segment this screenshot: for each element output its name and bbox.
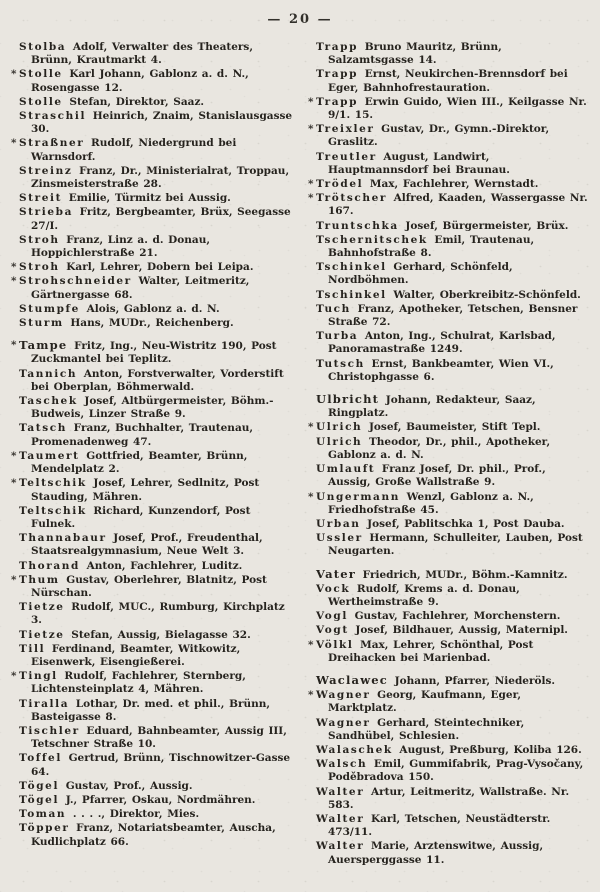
entry-surname: Sturm [19, 317, 64, 330]
entry-details: Walter, Oberkreibitz-Schönfeld. [388, 288, 581, 301]
star-marker: * [308, 178, 314, 191]
entry-surname: Walter [316, 785, 365, 798]
entry-details: Johann, Pfarrer, Niederöls. [390, 674, 556, 687]
entry-details: Emilie, Türmitz bei Aussig. [64, 192, 231, 205]
directory-entry [307, 220, 590, 233]
entry-details: Josef, Lehrer, Sedlnitz, Post Stauding, Mähren. [31, 477, 260, 503]
entry-details: Gustav, Fachlehrer, Morchenstern. [349, 610, 561, 623]
entry-details: Gertrud, Brünn, Tischnowitzer-Gasse 64. [31, 752, 291, 778]
directory-entry [307, 234, 590, 260]
directory-entry [10, 275, 293, 301]
entry-details: Max, Lehrer, Schönthal, Post Dreihacken bei Marienbad. [328, 638, 534, 664]
entry-surname: Ulrich [316, 435, 363, 448]
entry-details: Franz, Dr., Ministerialrat, Troppau, Zinsmeisterstraße 28. [31, 164, 290, 191]
entry-details: Gustav, Dr., Gymn.-Direktor, Graslitz. [328, 123, 550, 149]
entry-details: Josef, Bildhauer, Aussig, Maternipl. [350, 624, 568, 637]
entry-surname: Trötscher [316, 192, 387, 205]
entry-details: Ernst, Neukirchen-Brennsdorf bei Eger, Bahnhofrestauration. [328, 68, 568, 94]
directory-entry [10, 780, 293, 793]
directory-entry [10, 629, 293, 642]
directory-entry [307, 436, 590, 462]
directory-entry [10, 68, 293, 94]
star-marker: * [11, 449, 17, 462]
entry-details: . . . ., Direktor, Mies. [68, 808, 200, 821]
directory-entry [307, 491, 590, 517]
directory-entry [10, 808, 293, 821]
entry-details: Heinrich, Znaim, Stanislausgasse 30. [31, 110, 293, 136]
entry-surname: Walter [316, 840, 365, 853]
entry-surname: Tschinkel [316, 288, 387, 301]
directory-entry [10, 317, 293, 330]
entry-details: Erwin Guido, Wien III., Keilgasse Nr. 9/1. 15. [328, 95, 587, 122]
entry-surname: Taschek [19, 395, 78, 408]
directory-entry [307, 717, 590, 743]
entry-surname: Stroh [19, 233, 60, 246]
directory-entry [307, 639, 590, 665]
entry-surname: Toman [19, 808, 67, 821]
directory-entry [307, 192, 590, 218]
entry-surname: Straßner [19, 137, 85, 150]
entry-details: Rudolf, MUC., Rumburg, Kirchplatz 3. [31, 601, 285, 627]
entry-surname: Tannich [19, 367, 78, 380]
directory-entry [10, 110, 293, 136]
directory-entry [10, 422, 293, 448]
entry-surname: Waclawec [316, 672, 389, 687]
entry-details: Karl, Tetschen, Neustädterstr. 473/11. [328, 812, 551, 839]
entry-details: Emil, Trautenau, Bahnhofstraße 8. [328, 233, 535, 260]
entry-surname: Vogt [316, 624, 349, 637]
entry-surname: Walsch [316, 758, 368, 771]
directory-entry [10, 505, 293, 531]
directory-entry [307, 463, 590, 489]
entry-details: Karl, Lehrer, Dobern bei Leipa. [61, 261, 254, 274]
directory-entry [307, 421, 590, 434]
entry-surname: Töpper [19, 822, 70, 835]
directory-entry [10, 477, 293, 503]
directory-entry [307, 151, 590, 177]
entry-surname: Teltschik [19, 504, 87, 517]
entry-details: Josef, Prof., Freudenthal, Staatsrealgymnasium, Neue Welt 3. [31, 532, 263, 558]
star-marker: * [308, 638, 314, 651]
directory-entry [307, 178, 590, 191]
entry-details: Ferdinand, Beamter, Witkowitz, Eisenwerk, Eisengießerei. [31, 642, 241, 668]
entry-details: Max, Fachlehrer, Wernstadt. [365, 178, 539, 191]
entry-surname: Wagner [316, 689, 371, 702]
directory-entry [307, 330, 590, 356]
star-marker: * [11, 261, 17, 274]
directory-entry [307, 123, 590, 149]
directory-entry [307, 840, 590, 866]
entry-surname: Tampe [19, 338, 68, 353]
directory-entry [307, 261, 590, 287]
entry-details: J., Pfarrer, Oskau, Nordmähren. [61, 793, 256, 806]
directory-entry [307, 758, 590, 784]
directory-entry [10, 261, 293, 274]
directory-entry [307, 813, 590, 839]
directory-entry [307, 358, 590, 384]
directory-entry [307, 96, 590, 122]
entry-details: Emil, Gummifabrik, Prag-Vysočany, Poděbradova 150. [328, 758, 584, 784]
entry-surname: Thum [19, 573, 60, 586]
entry-surname: Turba [316, 330, 359, 343]
entry-details: Stefan, Aussig, Bielagasse 32. [66, 628, 251, 641]
directory-entry [307, 41, 590, 67]
directory-entry [10, 560, 293, 573]
entry-details: Alois, Gablonz a. d. N. [81, 302, 220, 315]
entry-surname: Ulrich [316, 421, 363, 434]
directory-entry [10, 234, 293, 260]
entry-details: Josef, Altbürgermeister, Böhm.-Budweis, Linzer Straße 9. [31, 395, 274, 421]
directory-entry [10, 450, 293, 476]
directory-entry [10, 192, 293, 205]
entry-details: Rudolf, Niedergrund bei Warnsdorf. [31, 137, 237, 163]
entry-surname: Stroh [19, 261, 60, 274]
entry-surname: Toffel [19, 752, 62, 765]
entry-surname: Vock [316, 582, 351, 595]
entry-details: Gustav, Prof., Aussig. [61, 779, 193, 792]
entry-surname: Till [19, 642, 46, 655]
star-marker: * [11, 68, 17, 81]
entry-surname: Stumpfe [19, 302, 80, 315]
entry-surname: Tietze [19, 601, 65, 614]
entry-details: Marie, Arztenswitwe, Aussig, Auersperggasse 11. [328, 840, 544, 866]
entry-details: Josef, Bürgermeister, Brüx. [400, 219, 569, 232]
entry-surname: Vogl [316, 610, 348, 623]
entry-surname: Strieba [19, 206, 73, 219]
entry-surname: Tögel [19, 793, 60, 806]
entry-details: Fritz, Ing., Neu-Wistritz 190, Post Zuckmantel bei Teplitz. [31, 340, 277, 366]
entry-details: Gerhard, Steintechniker, Sandhübel, Schlesien. [328, 716, 525, 742]
directory-entry [10, 725, 293, 751]
entry-details: Franz, Notariatsbeamter, Auscha, Kudlichplatz 66. [31, 822, 276, 848]
entry-details: Adolf, Verwalter des Theaters, Brünn, Krautmarkt 4. [31, 41, 253, 67]
directory-entry [10, 41, 293, 67]
entry-surname: Tuch [316, 302, 351, 315]
entry-details: Eduard, Bahnbeamter, Aussig III, Tetschner Straße 10. [31, 724, 287, 751]
entry-details: Franz, Apotheker, Tetschen, Bensner Straße 72. [328, 302, 578, 329]
entry-details: Josef, Pablitschka 1, Post Dauba. [362, 517, 565, 530]
entry-details: Walter, Leitmeritz, Gärtnergasse 68. [31, 275, 250, 301]
entry-details: Richard, Kunzendorf, Post Fulnek. [31, 504, 251, 530]
entry-details: Bruno Mauritz, Brünn, Salzamtsgasse 14. [328, 41, 502, 67]
directory-entry [10, 137, 293, 163]
star-marker: * [11, 339, 17, 352]
entry-details: Georg, Kaufmann, Eger, Marktplatz. [328, 689, 521, 715]
entry-details: Anton, Fachlehrer, Luditz. [81, 559, 243, 572]
entry-surname: Tischler [19, 724, 80, 737]
directory-entry [307, 303, 590, 329]
entry-details: Rudolf, Krems a. d. Donau, Wertheimstraße 9. [328, 582, 520, 608]
star-marker: * [11, 573, 17, 586]
directory-entry [10, 395, 293, 421]
entry-details: Artur, Leitmeritz, Wallstraße. Nr. 583. [328, 785, 570, 811]
entry-details: Franz Josef, Dr. phil., Prof., Aussig, Große Wallstraße 9. [328, 463, 546, 489]
entry-details: Stefan, Direktor, Saaz. [64, 95, 205, 108]
directory-entry [307, 583, 590, 609]
entry-details: August, Landwirt, Hauptmannsdorf bei Braunau. [328, 150, 510, 176]
star-marker: * [11, 275, 17, 288]
directory-entry [307, 289, 590, 302]
entry-surname: Streinz [19, 164, 73, 177]
entry-surname: Straschil [19, 110, 87, 123]
entry-details: Theodor, Dr., phil., Apotheker, Gablonz a. d. N. [328, 435, 551, 461]
directory-entry [10, 574, 293, 600]
entry-details: Karl Johann, Gablonz a. d. N., Rosengasse 12. [31, 68, 249, 94]
page-number: — 20 — [267, 12, 333, 27]
entry-surname: Taumert [19, 449, 80, 462]
directory-entry [10, 822, 293, 848]
entry-surname: Tschinkel [316, 261, 387, 274]
entry-surname: Strohschneider [19, 275, 132, 288]
entry-surname: Stolle [19, 95, 63, 108]
entry-details: Franz, Linz a. d. Donau, Hoppichlerstraße 21. [31, 233, 211, 260]
entry-details: Lothar, Dr. med. et phil., Brünn, Basteigasse 8. [31, 697, 271, 723]
entry-surname: Treutler [316, 150, 377, 163]
entry-details: Gottfried, Beamter, Brünn, Mendelplatz 2. [31, 449, 248, 476]
entry-details: Gustav, Oberlehrer, Blatnitz, Post Nürschan. [31, 573, 267, 599]
directory-entry [307, 689, 590, 715]
directory-entry [10, 368, 293, 394]
entry-surname: Vater [316, 566, 357, 581]
star-marker: * [308, 490, 314, 503]
entry-details: Fritz, Bergbeamter, Brüx, Seegasse 27/I. [31, 206, 291, 232]
entry-details: Johann, Redakteur, Saaz, Ringplatz. [328, 394, 536, 420]
directory-entry [10, 601, 293, 627]
entry-surname: Trapp [316, 41, 359, 53]
entry-details: Josef, Baumeister, Stift Tepl. [364, 421, 541, 434]
directory-entry [307, 68, 590, 94]
star-marker: * [308, 95, 314, 108]
entry-surname: Umlauft [316, 463, 376, 476]
entry-details: Hans, MUDr., Reichenberg. [65, 317, 234, 330]
entry-surname: Tögel [19, 779, 60, 792]
directory-entry [10, 206, 293, 232]
entry-surname: Tiralla [19, 697, 70, 710]
entry-surname: Treixler [316, 123, 375, 136]
directory-entry [10, 532, 293, 558]
star-marker: * [308, 192, 314, 205]
entry-surname: Völkl [316, 638, 354, 651]
directory-entry [10, 165, 293, 191]
star-marker: * [308, 421, 314, 434]
entry-surname: Trödel [316, 178, 364, 191]
directory-entry [307, 624, 590, 637]
entry-details: Anton, Ing., Schulrat, Karlsbad, Panoramastraße 1249. [328, 330, 556, 356]
entry-surname: Tingl [19, 670, 58, 683]
directory-columns [10, 41, 590, 868]
entry-surname: Tietze [19, 628, 65, 641]
directory-entry [307, 610, 590, 623]
star-marker: * [11, 477, 17, 490]
directory-entry [307, 532, 590, 558]
entry-details: Alfred, Kaaden, Wassergasse Nr. 167. [328, 192, 588, 218]
entry-surname: Walaschek [316, 743, 393, 756]
entry-details: Anton, Forstverwalter, Vorderstift bei Oberplan, Böhmerwald. [31, 367, 284, 393]
entry-surname: Thannabaur [19, 532, 107, 545]
directory-column-right [307, 41, 590, 868]
directory-entry [307, 518, 590, 531]
entry-surname: Ungermann [316, 490, 400, 503]
entry-surname: Thorand [19, 559, 80, 572]
entry-surname: Tschernitschek [316, 233, 428, 246]
entry-details: Hermann, Schulleiter, Lauben, Post Neugarten. [328, 532, 583, 558]
directory-entry [10, 752, 293, 778]
directory-entry [307, 393, 590, 420]
entry-details: Friedrich, MUDr., Böhm.-Kamnitz. [358, 568, 568, 581]
entry-details: Ernst, Bankbeamter, Wien VI., Christophgasse 6. [328, 357, 554, 383]
star-marker: * [11, 670, 17, 683]
star-marker: * [11, 137, 17, 150]
directory-entry [10, 303, 293, 316]
directory-entry [10, 339, 293, 366]
directory-column-left [10, 41, 293, 868]
directory-entry [307, 674, 590, 688]
entry-details: August, Preßburg, Koliba 126. [394, 743, 582, 756]
entry-surname: Urban [316, 517, 361, 530]
directory-entry [10, 643, 293, 669]
star-marker: * [308, 689, 314, 702]
entry-surname: Tatsch [19, 422, 68, 435]
directory-entry [10, 794, 293, 807]
directory-entry [307, 786, 590, 812]
entry-surname: Stolle [19, 68, 63, 81]
entry-surname: Trapp [316, 68, 359, 81]
directory-entry [307, 744, 590, 757]
entry-surname: Teltschik [19, 477, 87, 490]
entry-surname: Trapp [316, 95, 359, 108]
star-marker: * [308, 123, 314, 136]
entry-surname: Ussler [316, 532, 363, 545]
entry-details: Wenzl, Gablonz a. N., Friedhofstraße 45. [328, 490, 534, 516]
entry-details: Gerhard, Schönfeld, Nordböhmen. [328, 261, 513, 287]
entry-surname: Truntschka [316, 219, 399, 232]
entry-surname: Stolba [19, 41, 67, 53]
entry-surname: Wagner [316, 716, 371, 729]
directory-entry [307, 568, 590, 582]
entry-surname: Tutsch [316, 357, 365, 370]
entry-surname: Ulbricht [316, 392, 380, 407]
directory-entry [10, 96, 293, 109]
entry-surname: Walter [316, 812, 365, 825]
entry-surname: Streit [19, 192, 63, 205]
directory-entry [10, 698, 293, 724]
entry-details: Franz, Buchhalter, Trautenau, Promenadenweg 47. [31, 422, 254, 448]
directory-entry [10, 670, 293, 696]
entry-details: Rudolf, Fachlehrer, Sternberg, Lichtensteinplatz 4, Mähren. [31, 670, 246, 696]
